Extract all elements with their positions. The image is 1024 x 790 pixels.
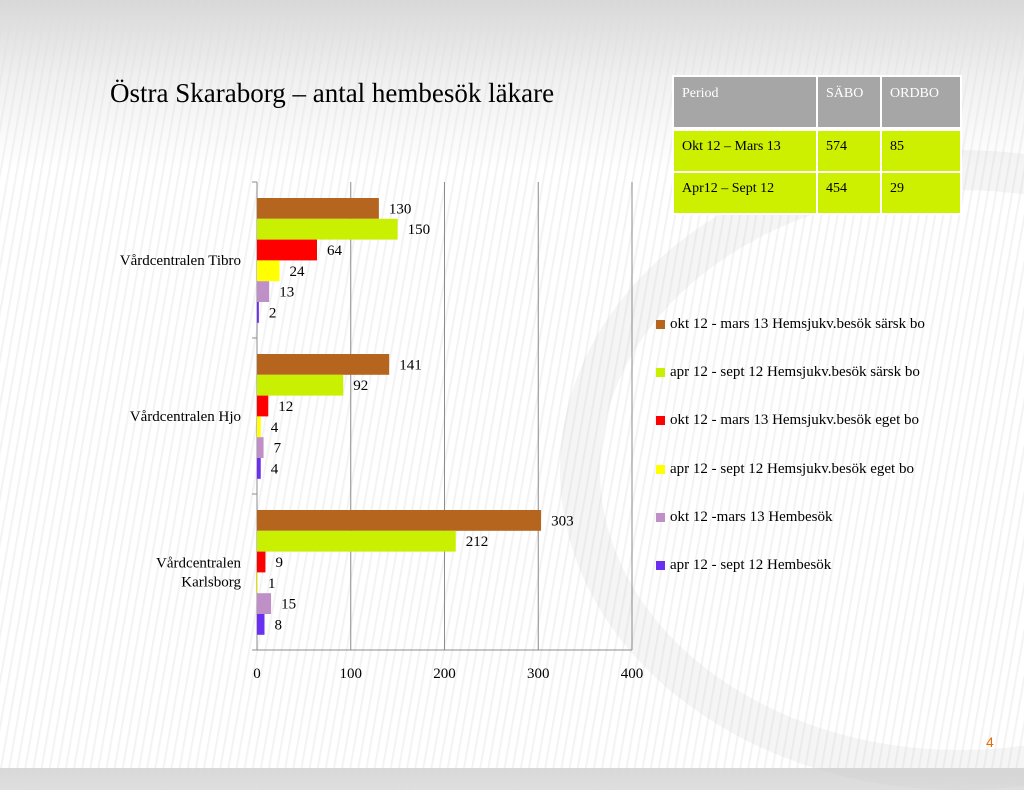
category-label: Vårdcentralen Hjo xyxy=(129,409,241,425)
x-tick-label: 100 xyxy=(339,666,362,682)
bar xyxy=(257,437,264,458)
cell-period: Okt 12 – Mars 13 xyxy=(673,130,817,172)
legend-label: apr 12 - sept 12 Hemsjukv.besök särsk bo xyxy=(670,364,920,381)
data-label: 15 xyxy=(281,596,297,613)
legend-swatch xyxy=(656,368,665,377)
bar xyxy=(257,281,269,302)
legend-label: okt 12 -mars 13 Hembesök xyxy=(670,508,833,525)
legend-item xyxy=(656,461,996,509)
data-label: 212 xyxy=(465,534,489,551)
legend-swatch xyxy=(656,513,665,522)
bar xyxy=(257,614,265,635)
cell-sabo: 454 xyxy=(817,172,881,214)
legend-swatch xyxy=(656,465,665,474)
bar xyxy=(257,240,317,261)
data-label: 130 xyxy=(388,201,412,218)
bar xyxy=(257,219,398,240)
legend-label: okt 12 - mars 13 Hemsjukv.besök särsk bo xyxy=(670,316,925,332)
legend-item xyxy=(656,364,996,412)
legend-label: apr 12 - sept 12 Hembesök xyxy=(670,556,832,573)
x-tick-label: 200 xyxy=(433,666,456,682)
bar xyxy=(257,375,343,396)
bar xyxy=(257,302,259,323)
legend-item xyxy=(656,316,996,364)
data-label: 4 xyxy=(270,419,279,436)
data-label: 9 xyxy=(275,555,283,571)
data-label: 13 xyxy=(279,284,295,301)
bar xyxy=(257,572,258,593)
cell-ordbo: 29 xyxy=(881,172,961,214)
bar xyxy=(257,416,261,437)
x-tick-label: 300 xyxy=(527,666,550,682)
bar xyxy=(257,354,389,375)
category-label: Vårdcentralen Tibro xyxy=(119,253,241,269)
data-label: 64 xyxy=(327,243,342,259)
bar xyxy=(257,531,456,552)
data-label: 141 xyxy=(399,357,422,374)
bar xyxy=(257,593,271,614)
data-label: 7 xyxy=(273,440,282,457)
header-sabo: SÄBO xyxy=(817,76,881,128)
bar xyxy=(257,260,280,281)
cell-sabo: 574 xyxy=(817,130,881,172)
cell-ordbo: 85 xyxy=(881,130,961,172)
data-label: 92 xyxy=(353,378,369,395)
legend-swatch xyxy=(656,320,665,329)
data-label: 4 xyxy=(270,461,279,478)
data-label: 150 xyxy=(407,222,431,239)
data-label: 2 xyxy=(268,305,277,322)
x-tick-label: 400 xyxy=(620,666,644,682)
data-label: 1 xyxy=(267,575,276,592)
page-number: 4 xyxy=(986,734,994,750)
legend-label: okt 12 - mars 13 Hemsjukv.besök eget bo xyxy=(670,412,919,429)
header-ordbo: ORDBO xyxy=(881,76,961,128)
bar xyxy=(257,198,379,219)
bar xyxy=(257,396,268,417)
bar xyxy=(257,510,541,531)
data-label: 24 xyxy=(289,263,305,280)
header-period: Period xyxy=(673,76,817,128)
bar xyxy=(257,552,265,573)
category-label: Vårdcentralen Karlsborg xyxy=(156,555,241,591)
legend-item xyxy=(656,557,996,605)
legend-swatch xyxy=(656,561,665,570)
bar xyxy=(257,458,261,479)
slide-title: Östra Skaraborg – antal hembesök läkare xyxy=(110,78,555,108)
legend-label: apr 12 - sept 12 Hemsjukv.besök eget bo xyxy=(670,460,914,477)
data-label: 303 xyxy=(551,513,574,530)
data-label: 12 xyxy=(278,399,294,415)
cell-period: Apr12 – Sept 12 xyxy=(673,172,817,214)
legend-swatch xyxy=(656,416,665,425)
x-tick-label: 0 xyxy=(253,666,261,682)
legend-item xyxy=(656,509,996,557)
chart-legend xyxy=(656,316,996,605)
legend-item xyxy=(656,412,996,460)
data-label: 8 xyxy=(274,617,282,634)
